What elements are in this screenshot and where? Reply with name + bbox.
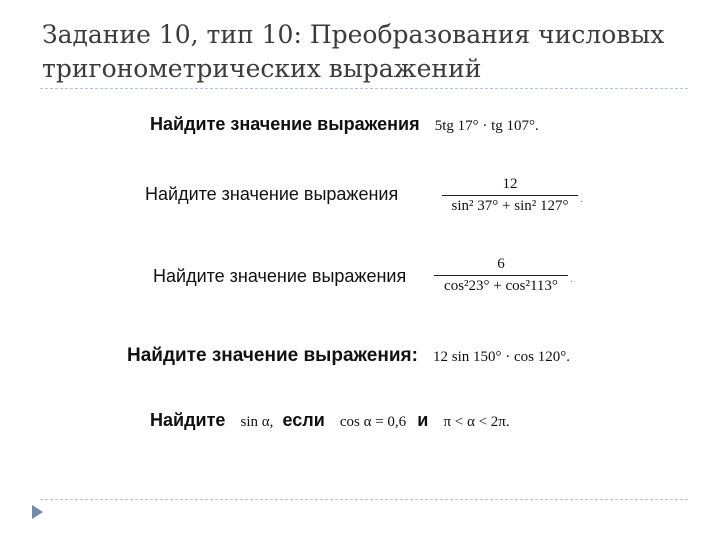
task-5-find-label: Найдите bbox=[150, 410, 226, 430]
task-4-label: Найдите значение выражения: bbox=[127, 345, 418, 366]
task-4-expression: 12 sin 150° · cos 120°. bbox=[433, 349, 571, 365]
task-3-fraction bbox=[434, 256, 568, 295]
task-5-and-label: и bbox=[417, 410, 429, 430]
task-5-condition: cos α = 0,6 bbox=[339, 414, 407, 430]
fraction-bar bbox=[442, 195, 578, 196]
task-5 bbox=[150, 410, 510, 431]
task-3-label: Найдите значение выражения bbox=[153, 266, 407, 286]
task-3-denominator: cos²23° + cos²113° bbox=[444, 278, 558, 294]
task-1-expression: 5tg 17° · tg 107°. bbox=[434, 118, 539, 134]
task-2-numerator: 12 bbox=[502, 176, 518, 192]
fraction-bar bbox=[434, 275, 568, 276]
task-3-tail: . bbox=[570, 274, 574, 285]
task-5-range: π < α < 2π. bbox=[443, 414, 510, 430]
task-5-target: sin α, bbox=[240, 414, 274, 430]
task-2-denominator: sin² 37° + sin² 127° bbox=[451, 198, 569, 214]
top-divider bbox=[40, 88, 688, 89]
bottom-divider bbox=[40, 499, 688, 500]
task-2-label: Найдите значение выражения bbox=[145, 184, 399, 204]
task-2-tail: . bbox=[580, 194, 584, 205]
task-1 bbox=[150, 114, 539, 135]
task-2 bbox=[145, 184, 398, 205]
bullet-arrow-icon bbox=[32, 505, 43, 519]
task-2-fraction bbox=[442, 176, 578, 215]
slide-title: Задание 10, тип 10: Преобразования числовых тригонометрических выражений bbox=[42, 20, 665, 83]
task-4 bbox=[127, 345, 570, 367]
task-3-numerator: 6 bbox=[497, 256, 505, 272]
task-3 bbox=[153, 266, 406, 287]
task-1-label: Найдите значение выражения bbox=[150, 114, 420, 134]
task-5-if-label: если bbox=[282, 410, 325, 430]
